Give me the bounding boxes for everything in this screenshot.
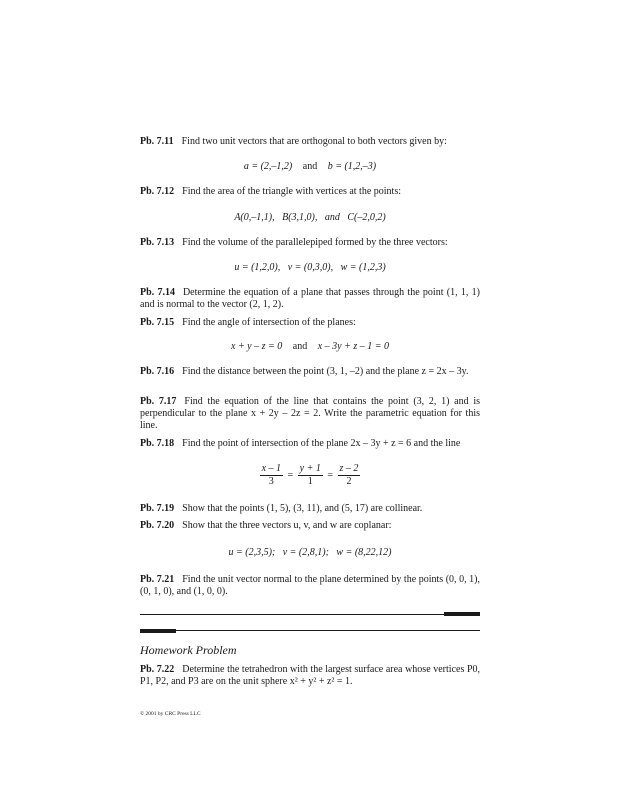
section-rule-bottom xyxy=(140,630,480,631)
problem-7-12: Pb. 7.12 Find the area of the triangle with vertices at the points: xyxy=(140,186,401,197)
section-rule-top-thick xyxy=(444,612,480,616)
section-rule-top xyxy=(140,614,480,615)
problem-7-22: Pb. 7.22 Determine the tetrahedron with the largest surface area whose vertices P0, P1, P2, and P3 are on the unit sphere x² + y² + z² = 1. xyxy=(140,664,481,687)
page xyxy=(140,0,480,800)
fraction-z: $\frac{z - 2}{2}$ xyxy=(339,463,359,487)
section-rule-bottom-thick xyxy=(140,629,176,633)
equation-7-13: u = (1,2,0), v = (0,3,0), w = (1,2,3) xyxy=(234,262,386,273)
fraction-x: $\frac{x - 1}{3}$ xyxy=(261,463,282,487)
problem-7-11: Pb. 7.11 Find two unit vectors that are orthogonal to both vectors given by: xyxy=(140,136,447,147)
problem-7-13: Pb. 7.13 Find the volume of the parallelepiped formed by the three vectors: xyxy=(140,237,448,248)
equation-7-20: u = (2,3,5); v = (2,8,1); w = (8,22,12) xyxy=(228,547,392,558)
problem-7-14: Pb. 7.14 Determine the equation of a plane that passes through the point (1, 1, 1) and is normal to the vector (2, 1, 2). xyxy=(140,287,480,310)
homework-title: Homework Problem xyxy=(140,643,237,657)
problem-7-21: Pb. 7.21 Find the unit vector normal to the plane determined by the points (0, 0, 1), (0, 1, 0), and (1, 0, 0). xyxy=(140,574,480,597)
problem-7-16: Pb. 7.16 Find the distance between the point (3, 1, –2) and the plane z = 2x – 3y. xyxy=(140,366,469,377)
problem-7-18: Pb. 7.18 Find the point of intersection of the plane 2x – 3y + z = 6 and the line xyxy=(140,438,461,449)
copyright-footer: © 2001 by CRC Press LLC xyxy=(140,711,201,717)
fraction-y: $\frac{y + 1}{1}$ xyxy=(299,463,321,487)
equation-7-12: A(0,–1,1), B(3,1,0), and C(–2,0,2) xyxy=(234,212,386,223)
problem-7-19: Pb. 7.19 Show that the points (1, 5), (3, 11), and (5, 17) are collinear. xyxy=(140,503,423,514)
problem-7-15: Pb. 7.15 Find the angle of intersection of the planes: xyxy=(140,317,356,328)
equation-7-18: $\frac{x - 1}{3}$ = $\frac{y + 1}{1}$ = $\frac{z - 2}{2}$ xyxy=(261,463,359,487)
problem-7-20: Pb. 7.20 Show that the three vectors u, v, and w are coplanar: xyxy=(140,520,392,531)
equation-7-11: a = (2,–1,2) and b = (1,2,–3) xyxy=(243,161,377,172)
problem-7-17: Pb. 7.17 Find the equation of the line that contains the point (3, 2, 1) and is perpendicular to the plane x + 2y – 2z = 2. Write the parametric equation for this line. xyxy=(140,396,480,431)
equation-7-15: x + y – z = 0 and x – 3y + z – 1 = 0 xyxy=(231,341,389,352)
